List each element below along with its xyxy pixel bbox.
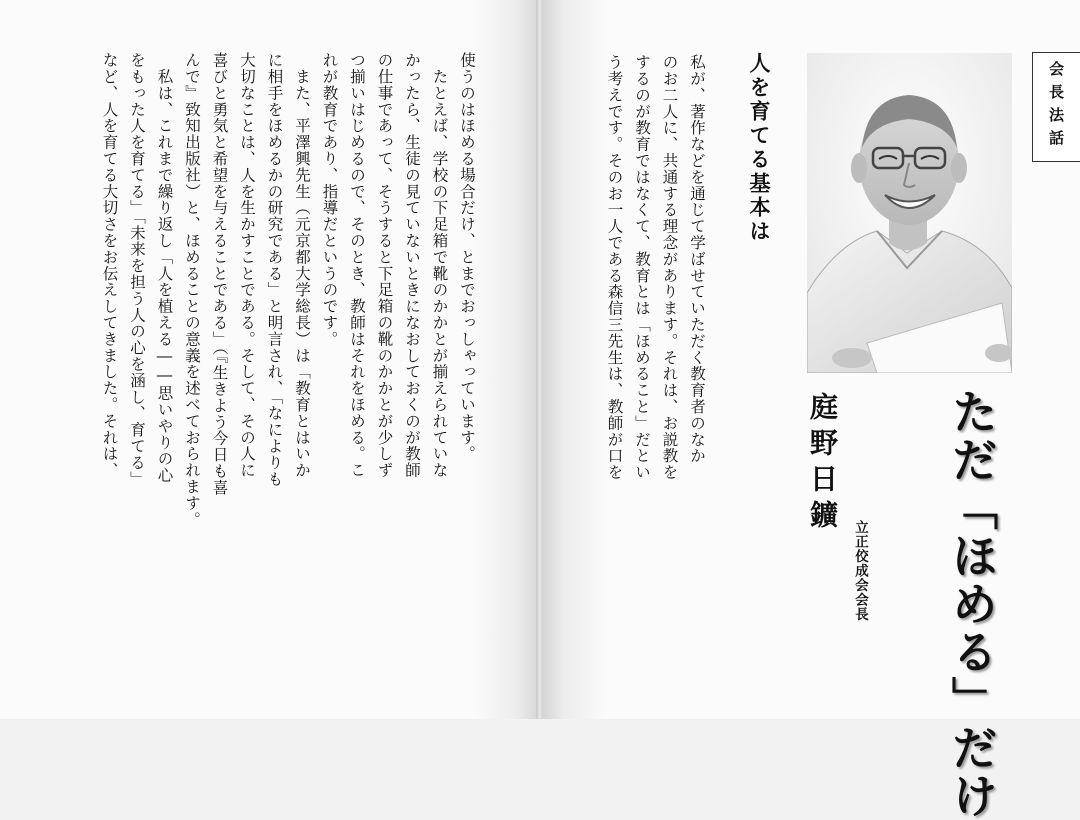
author-name: 庭野日鑛 xyxy=(806,392,839,536)
portrait-photo-icon xyxy=(807,53,1012,373)
section-tag-label: 会長法話 xyxy=(1047,61,1065,153)
article-body: 私が、著作などを通じて学ばせていただく教育者のなか のお二人に、共通する理念があります。それは、お説教を するのが教育ではなくて、教育とは「ほめること」だとい う考えです。そのお一人である森信三先生は、教師が口を xyxy=(605,54,706,481)
article-subheading: 人を育てる基本は xyxy=(747,52,772,244)
section-tag xyxy=(1032,52,1080,162)
left-page xyxy=(0,0,538,719)
author-role: 立正佼成会会長 xyxy=(852,520,868,622)
article-title: ただ「ほめる」だけ xyxy=(945,388,999,820)
author-portrait-photo xyxy=(807,53,1012,373)
article-body-continued: 使うのはほめる場合だけ、とまでおっしゃっています。 たとえば、学校の下足箱で靴のかかとが揃えられていな かったら、生徒の見ていないときになおしておくのが教師 の仕事であって、そうすると下足箱の靴のかかとが少しず つ揃いはじめるので、そのとき、教師はそれをほめる。こ れが教育であり、指導だというのです。 また、平澤興先生（元京都大学総長）は「教育とはいか に相手をほめるかの研究である」と明言され、「なによりも 大切なことは、人を生かすことである。そして、その人に 喜びと勇気と希望を与えることである」（『生きよう今日も喜 んで』致知出版社）と、ほめることの意義を述べておられます。 私は、これまで繰り返し「人を植える――思いやりの心 をもった人を育てる」「未来を担う人の心を涵し、育てる」 など、人を育てる大切さをお伝えしてきました。それは、 xyxy=(100,52,476,528)
